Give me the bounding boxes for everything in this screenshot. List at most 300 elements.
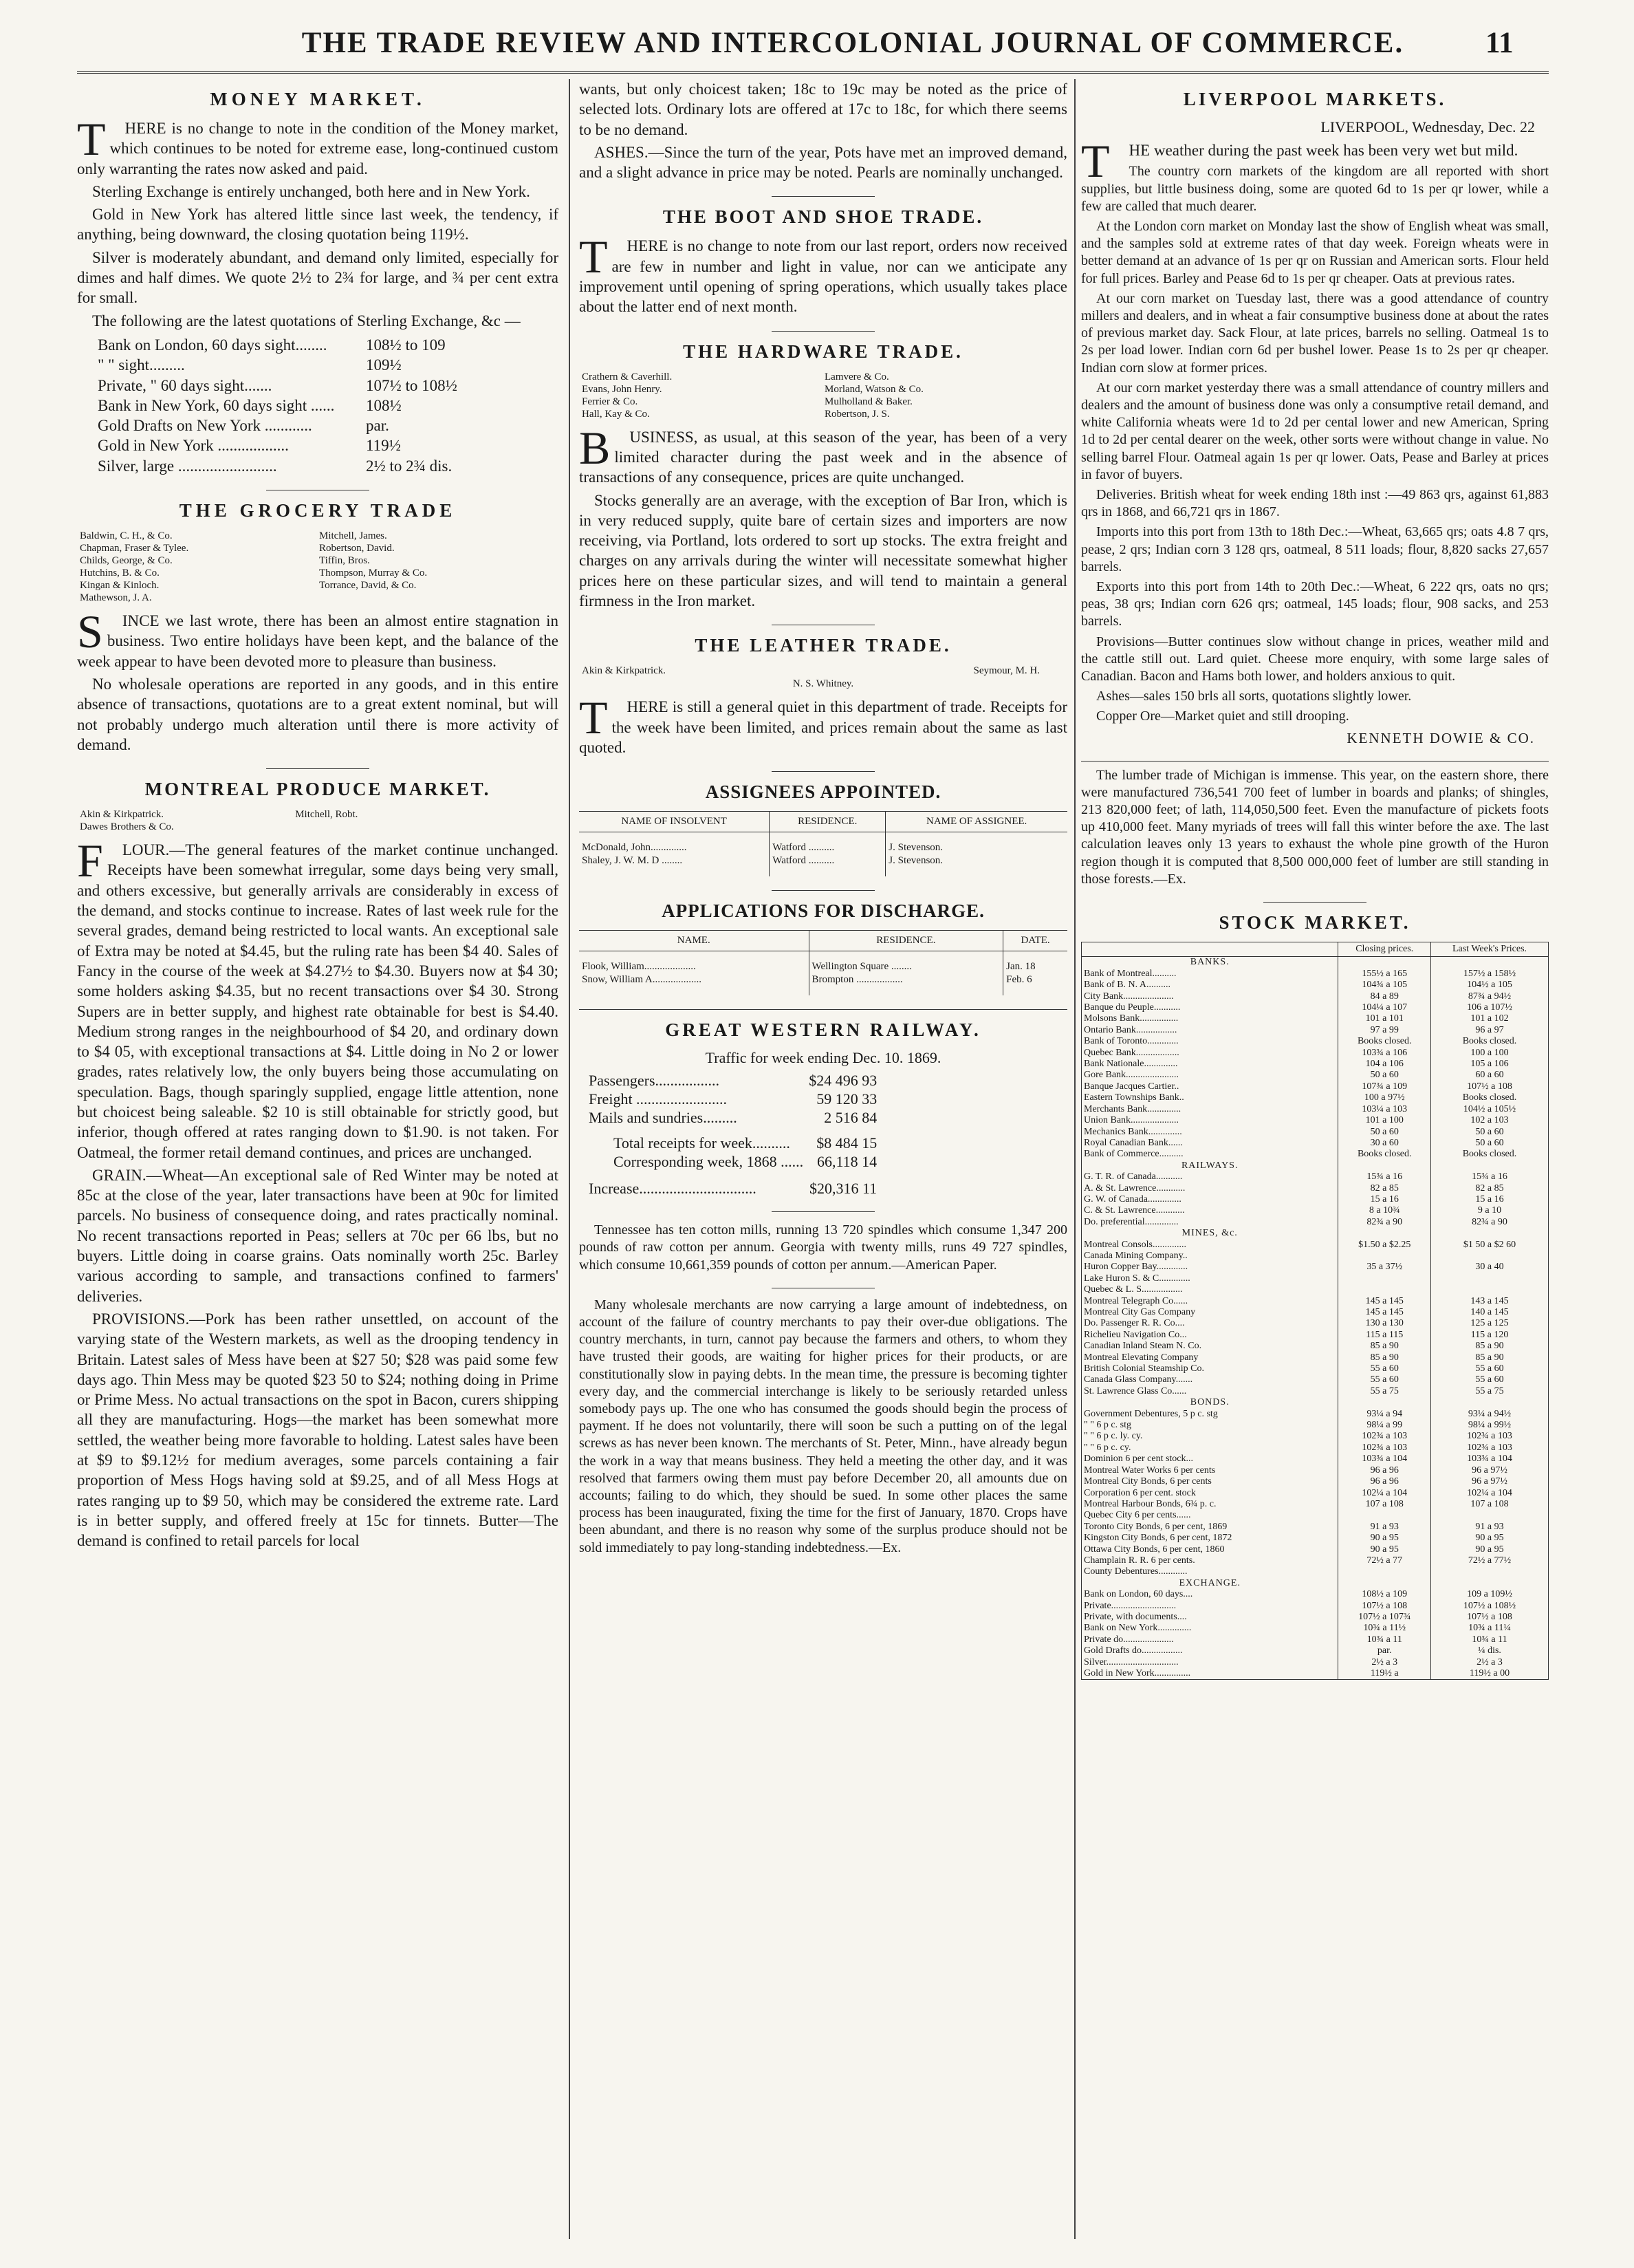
closing-price [1338, 1251, 1431, 1262]
section-heading: THE GROCERY TRADE [179, 500, 457, 521]
stock-row [1082, 1013, 1549, 1024]
firm-name: Robertson, J. S. [825, 408, 890, 420]
closing-price: 104¼ a 107 [1338, 1002, 1431, 1013]
closing-price: 107 a 108 [1338, 1499, 1431, 1510]
last-week-price: 119½ a 00 [1431, 1668, 1549, 1680]
paragraph: GRAIN.—Wheat—An exceptional sale of Red Winter may be noted at 85c at the close of the year, later transactions have been at 90c for limited parcels. No business of consequence doing, and rates practically nominal. No recent transactions reported in Peas; sellers at 70c per 66 lbs, but no buyers. Little doing in coarse grains. Oats nominally worth 25c. Barley various according to sample, and transactions confined to farmers' deliveries. [77, 1166, 558, 1305]
table-row [586, 1152, 880, 1171]
table-cell: Flook, William.................... [582, 961, 696, 973]
leather-section [579, 635, 1067, 757]
closing-price: 10¾ a 11 [1338, 1634, 1431, 1645]
closing-price: 55 a 60 [1338, 1363, 1431, 1374]
closing-price: 15 a 16 [1338, 1194, 1431, 1205]
stock-group-name: RAILWAYS. [1181, 1160, 1239, 1171]
stock-name: Eastern Townships Bank.. [1084, 1092, 1184, 1103]
section-heading: ASSIGNEES APPOINTED. [705, 781, 941, 803]
table-cell: Total receipts for week.......... [613, 1134, 790, 1152]
firm-name: Baldwin, C. H., & Co. [80, 530, 173, 542]
closing-price: 50 a 60 [1338, 1070, 1431, 1081]
stock-row [1082, 1386, 1549, 1397]
firm-name: Tiffin, Bros. [319, 555, 370, 567]
paragraph: No wholesale operations are reported in any goods, and in this entire absence of transactions, quotations are to a great extent nominal, but will not probably undergo much alteration until there is more activity of demand. [77, 675, 558, 753]
paragraph: THE weather during the past week has been very wet but mild. [1081, 135, 1518, 187]
stock-name: Montreal City Gas Company [1084, 1307, 1196, 1318]
closing-price: 55 a 75 [1338, 1386, 1431, 1397]
firm-list [80, 808, 558, 833]
column-divider [569, 79, 570, 2239]
closing-price: 108½ a 109 [1338, 1589, 1431, 1600]
last-week-price: 85 a 90 [1431, 1341, 1549, 1352]
stock-name: Montreal Harbour Bonds, 6¾ p. c. [1084, 1498, 1217, 1509]
firm-name: Mathewson, J. A. [80, 592, 152, 604]
closing-price: 50 a 60 [1338, 1127, 1431, 1138]
quote-label: Gold Drafts on New York ............ [98, 417, 312, 435]
stock-row [1082, 1476, 1549, 1487]
table-cell: Watford .......... [770, 854, 886, 876]
stock-name: Gold Drafts do................. [1084, 1645, 1183, 1656]
firm-name: Akin & Kirkpatrick. [582, 665, 666, 677]
paragraph: At the London corn market on Monday last the show of English wheat was small, and the samples sold at extreme rates of that day week. Foreign wheats were in better demand at an advance of 1s per qr on Russian and American sorts. Flour held for full prices. Barley and Pease 6d to 1s per qr cheaper. Oats at previous rates. [1081, 218, 1549, 286]
stock-row [1082, 1544, 1549, 1555]
table-cell: Mails and sundries......... [589, 1109, 737, 1127]
stock-name: Canada Mining Company.. [1084, 1250, 1188, 1261]
closing-price: 72½ a 77 [1338, 1555, 1431, 1566]
closing-price: 91 a 93 [1338, 1522, 1431, 1533]
stock-row [1082, 1601, 1549, 1612]
paragraph: THERE is still a general quiet in this department of trade. Receipts for the week have been limited, and prices remain about the same as last quoted. [579, 691, 1067, 756]
traffic-table [586, 1071, 880, 1198]
section-rule [772, 196, 875, 197]
stock-row [1082, 1318, 1549, 1329]
last-week-price: 96 a 97½ [1431, 1476, 1549, 1487]
stock-row [1082, 1284, 1549, 1295]
section-rule [1081, 761, 1549, 762]
table-row [586, 1071, 880, 1090]
section-rule [1263, 902, 1366, 903]
stock-row [1082, 1194, 1549, 1205]
quote-label: Bank in New York, 60 days sight ...... [98, 396, 335, 414]
stock-name: " " 6 p c. stg [1084, 1420, 1131, 1431]
discharge-table [579, 930, 1067, 995]
stock-name: G. W. of Canada.............. [1084, 1194, 1181, 1205]
stock-name: Banque du Peuple........... [1084, 1002, 1181, 1013]
last-week-price: 93¼ a 94½ [1431, 1409, 1549, 1420]
table-cell: Brompton .................. [809, 973, 1003, 995]
stock-name: Montreal Telegraph Co...... [1084, 1295, 1188, 1306]
stock-row [1082, 1149, 1549, 1160]
last-week-price: 2½ a 3 [1431, 1657, 1549, 1668]
paragraph: Ashes—sales 150 brls all sorts, quotations slightly lower. [1096, 689, 1412, 704]
last-week-price: 15¾ a 16 [1431, 1171, 1549, 1182]
stock-row [1082, 1127, 1549, 1138]
section-heading: THE BOOT AND SHOE TRADE. [662, 206, 984, 228]
stock-name: Private, with documents.... [1084, 1611, 1187, 1622]
money-market-section [77, 89, 558, 476]
paragraph: THERE is no change to note from our last report, orders now received are few in number and light in value, nor can we anticipate any improvement until opening of spring operations, which usually takes place about the latter end of next month. [579, 230, 1067, 316]
stock-row [1082, 1668, 1549, 1680]
closing-price: 96 a 96 [1338, 1476, 1431, 1487]
closing-price: 84 a 89 [1338, 991, 1431, 1002]
stock-group-row [1082, 957, 1549, 969]
stock-row [1082, 1036, 1549, 1047]
closing-price: 101 a 101 [1338, 1013, 1431, 1024]
grocery-trade-section [77, 500, 558, 755]
firm-name: Ferrier & Co. [582, 396, 638, 407]
paragraph: At our corn market yesterday there was a small attendance of country millers and dealers and the amount of business done was only a consumptive retail demand, and white California wheats were 1d to 2d per cental lower and new American, Spring 1d to 2d per cental dearer on the week, other sorts were without change in value. No selling barrel Flour. Oatmeal again 1s per qr lower. Oats, Pease and Barley at prices in favor of buyers. [1081, 380, 1549, 482]
firm-name: Kingan & Kinloch. [80, 580, 160, 592]
last-week-price: 103¾ a 104 [1431, 1454, 1549, 1465]
paragraph: FLOUR.—The general features of the market continue unchanged. Receipts have been somewhat irregular, some days being very small, and others excessive, but generally arrivals are considerably in excess of the demand, and stocks continue to increase. Rates of last week rule for the several grades, demand being restricted to local wants. An exceptional sale of Extra may be noted at $4.45, but the ruling rate has been $4 40. Sales of Fancy in the course of the week at $4.27½ to $4.30. Buyers now at $4 30; some holders asking $4.35, but no recent transactions over $4 30. Strong Supers are in better supply, and highest rate obtainable for best is $4.40. Medium strong ranges in the neighbourhood of $4 20, and ordinary down to $4 05, with exceptional transactions at $4. Little doing in No 2 or lower grades, rates relatively low, the only buyers being those accumulating on speculation. Bags, though sparingly supplied, engage little attention, none but choicest being saleable. $2 10 is still obtainable for strictly good, but inferior, though offered at rates ranging down to $1.90. is not taken. For Oatmeal, the former retail demand continues, and prices are unchanged. [77, 834, 558, 1161]
stock-row [1082, 1589, 1549, 1600]
stock-name: G. T. R. of Canada........... [1084, 1171, 1183, 1182]
paragraph: wants, but only choicest taken; 18c to 19c may be noted as the price of selected lots. Ordinary lots are offered at 17c to 18c, for which there seems to be no demand. [579, 80, 1067, 138]
last-week-price: 102¾ a 103 [1431, 1443, 1549, 1454]
column-header: NAME. [579, 931, 809, 951]
page-number: 11 [1485, 27, 1514, 59]
paragraph: Provisions—Butter continues slow without change in prices, weather mild and the cattle still out. Lard quiet. Cheese more enquiry, with some large sales of Canadian. Bacon and Hams both lower, and holders anxious to quit. [1081, 634, 1549, 684]
firm-name: Morland, Watson & Co. [825, 383, 924, 395]
stock-market-section [1081, 912, 1549, 1680]
quote-value: 108½ [366, 396, 402, 414]
signature: KENNETH DOWIE & CO. [1347, 729, 1535, 746]
table-cell: $20,316 11 [809, 1180, 878, 1198]
last-week-price: 82 a 85 [1431, 1183, 1549, 1194]
last-week-price: 98¼ a 99½ [1431, 1420, 1549, 1431]
table-cell: Increase............................... [589, 1180, 756, 1198]
stock-row [1082, 1465, 1549, 1476]
stock-name: Bank on New York.............. [1084, 1623, 1192, 1634]
last-week-price: 102¾ a 103 [1431, 1431, 1549, 1442]
closing-price: 82 a 85 [1338, 1183, 1431, 1194]
stock-row [1082, 1657, 1549, 1668]
closing-price: 100 a 97½ [1338, 1092, 1431, 1103]
section-rule [266, 768, 369, 769]
closing-price [1338, 1510, 1431, 1521]
last-week-price: 107½ a 108½ [1431, 1601, 1549, 1612]
stock-name: County Debentures............ [1084, 1566, 1188, 1577]
last-week-price: 55 a 75 [1431, 1386, 1549, 1397]
section-heading: APPLICATIONS FOR DISCHARGE. [662, 900, 985, 922]
assignees-section [579, 781, 1067, 876]
stock-name: Gold in New York............... [1084, 1668, 1191, 1679]
firm-name: Robertson, David. [319, 543, 395, 554]
closing-price: 97 a 99 [1338, 1025, 1431, 1036]
table-cell: McDonald, John.............. [582, 842, 687, 854]
stock-name: Quebec & L. S................. [1084, 1284, 1183, 1295]
stock-name: Ottawa City Bonds, 6 per cent, 1860 [1084, 1544, 1225, 1555]
stock-row [1082, 1025, 1549, 1036]
closing-price [1338, 1273, 1431, 1284]
table-cell: 66,118 14 [817, 1153, 878, 1171]
closing-price: 102¾ a 103 [1338, 1431, 1431, 1442]
liverpool-section [1081, 89, 1549, 747]
paragraph: The lumber trade of Michigan is immense. This year, on the eastern shore, there were manufactured 736,541 700 feet of lumber in boards and planks; of shingles, 213 820,000 feet; of lath, 114,050,500 feet. Even the manufacture of pickets foots up 410,000 feet. Many myriads of trees will fall this winter before the axe. The last calculation leaves only 13 years to exhaust the whole pine growth of the Huron region though it is computed that 8,500 000,000 feet of lumber are still standing in those forests.—Ex. [1081, 767, 1549, 887]
last-week-price: 96 a 97½ [1431, 1465, 1549, 1476]
closing-price: Books closed. [1338, 1149, 1431, 1160]
stock-name: Ontario Bank................. [1084, 1024, 1177, 1035]
table-cell: Corresponding week, 1868 ...... [613, 1153, 804, 1171]
closing-price: Books closed. [1338, 1036, 1431, 1047]
quote-value: 2½ to 2¾ dis. [366, 457, 453, 475]
last-week-price: $1 50 a $2 60 [1431, 1240, 1549, 1251]
firm-name: Hutchins, B. & Co. [80, 568, 160, 579]
stock-row [1082, 1566, 1549, 1577]
firm-list [80, 530, 558, 604]
stock-name: Molsons Bank................ [1084, 1013, 1179, 1024]
stock-name: Champlain R. R. 6 per cents. [1084, 1555, 1195, 1566]
column-left [77, 79, 558, 2239]
last-week-price: Books closed. [1431, 1092, 1549, 1103]
quote-value: par. [366, 417, 389, 435]
paragraph: Exports into this port from 14th to 20th Dec.:—Wheat, 6 222 qrs, oats no qrs; peas, 38 qrs; Indian corn 626 qrs; oatmeal, 145 loads; flour, 908 sacks, and 253 barrels. [1081, 579, 1549, 629]
table-cell: Jan. 18 [1003, 951, 1067, 974]
paragraph: The country corn markets of the kingdom are all reported with short supplies, but little business doing, some are quoted 6d to 1s per qr lower, while a few are called that much dearer. [1081, 164, 1549, 214]
stock-row [1082, 1374, 1549, 1385]
last-week-price: 60 a 60 [1431, 1070, 1549, 1081]
closing-price [1338, 1566, 1431, 1577]
closing-price: 93¼ a 94 [1338, 1409, 1431, 1420]
last-week-price: 96 a 97 [1431, 1025, 1549, 1036]
closing-price: 90 a 95 [1338, 1533, 1431, 1544]
column-header: DATE. [1003, 931, 1067, 951]
stock-row [1082, 1171, 1549, 1182]
last-week-price: 104½ a 105½ [1431, 1104, 1549, 1115]
paragraph: At our corn market on Tuesday last, there was a good attendance of country millers and dealers, and in wheat a fair consumptive business done at about the rates of previous market day. Sack Flour, at late prices, barrels no selling. Oatmeal 1s to 2s per load lower. Indian corn 6d per bushel lower. Pease 1s to 2s per qr cheaper. Indian corn slow at former prices. [1081, 290, 1549, 376]
stock-name: Silver.............................. [1084, 1656, 1179, 1667]
stock-table-body [1082, 957, 1549, 1680]
table-row [579, 951, 1067, 974]
last-week-price: 90 a 95 [1431, 1533, 1549, 1544]
section-heading: MONTREAL PRODUCE MARKET. [144, 779, 491, 800]
table-cell: Feb. 6 [1003, 973, 1067, 995]
stock-name: Bank of Montreal.......... [1084, 968, 1177, 979]
stock-table [1081, 942, 1549, 1680]
section-heading: LIVERPOOL MARKETS. [1183, 89, 1447, 109]
stock-row [1082, 1499, 1549, 1510]
paragraph: BUSINESS, as usual, at this season of the year, has been of a very limited character during the past week and in the absence of transactions of any consequence, prices are quite unchanged. [579, 421, 1067, 486]
stock-name: Corporation 6 per cent. stock [1084, 1487, 1196, 1498]
last-week-price: 10¾ a 11¼ [1431, 1623, 1549, 1634]
closing-price: 101 a 100 [1338, 1115, 1431, 1126]
last-week-price: 107 a 108 [1431, 1499, 1549, 1510]
table-cell: J. Stevenson. [886, 832, 1067, 855]
stock-row [1082, 1092, 1549, 1103]
stock-name: Huron Copper Bay............. [1084, 1262, 1188, 1273]
table-row [586, 1171, 880, 1198]
railway-section [579, 1019, 1067, 1198]
stock-row [1082, 1420, 1549, 1431]
section-heading: THE HARDWARE TRADE. [683, 341, 963, 362]
table-cell: $24 496 93 [809, 1072, 878, 1090]
stock-name: Dominion 6 per cent stock... [1084, 1454, 1194, 1465]
paragraph: Imports into this port from 13th to 18th Dec.:—Wheat, 63,665 qrs; oats 4.8 7 qrs, pease, 2 qrs; Indian corn 3 128 qrs, oatmeal, 8 511 loads; flour, 8,820 sacks 27,657 barrels. [1081, 524, 1549, 574]
stock-name: C. & St. Lawrence............ [1084, 1205, 1185, 1216]
column-header: NAME OF INSOLVENT [579, 812, 770, 832]
section-rule [772, 1211, 875, 1212]
hardware-section [579, 341, 1067, 612]
column-middle [579, 79, 1067, 2239]
paragraph: Many wholesale merchants are now carrying a large amount of indebtedness, on account of the failure of country merchants to pay their over-due obligations. The country merchants, in turn, cannot pay because the farmers and others, to whom they have trusted their goods, are waiting for higher prices for their products, or are constitutionally slow in paying debts. In the mean time, the pressure is becoming tighter every day, and the commercial interchange is likely to be seriously retarded unless somebody pays up. The one who has consumed the goods should begin the process of payment. If he does not voluntarily, there will soon be such a putting on of the legal screws as has never been known. The merchants of St. Peter, Minn., have already begun the work in a way that means business. They held a meeting the other day, and it was resolved that farmers owing them must pay before December 20, all amounts due on accounts; failing to do which, they should be sued. In some other places the same process has been inaugurated, fixing the time for the first of January, 1870. Crops have been abundant, and there is no reason why some of the surplus produce should not be sold immediately to pay long-standing indebtedness.—Ex. [579, 1297, 1067, 1555]
last-week-price: 100 a 100 [1431, 1048, 1549, 1059]
closing-price: 119½ a [1338, 1668, 1431, 1680]
paragraph: THERE is no change to note in the condition of the Money market, which continues to be noted for extreme ease, long-continued custom only warranting the rates now asked and paid. [77, 113, 558, 177]
last-week-price: 107½ a 108 [1431, 1081, 1549, 1092]
closing-price: 15¾ a 16 [1338, 1171, 1431, 1182]
column-header: RESIDENCE. [809, 931, 1003, 951]
stock-row [1082, 1240, 1549, 1251]
closing-price: 55 a 60 [1338, 1374, 1431, 1385]
firm-name: Chapman, Fraser & Tylee. [80, 543, 189, 554]
last-week-price: 87¾ a 94½ [1431, 991, 1549, 1002]
stock-name: Bank of B. N. A.......... [1084, 980, 1170, 991]
last-week-price: 140 a 145 [1431, 1307, 1549, 1318]
section-rule [772, 331, 875, 332]
closing-price: 107½ a 108 [1338, 1601, 1431, 1612]
stock-name: Quebec Bank.................. [1084, 1047, 1179, 1058]
quote-label: Gold in New York .................. [98, 437, 289, 455]
table-cell: Freight ........................ [589, 1090, 728, 1108]
table-cell: 59 120 33 [816, 1090, 878, 1108]
last-week-price: 50 a 60 [1431, 1138, 1549, 1149]
closing-price: 98¼ a 99 [1338, 1420, 1431, 1431]
stock-group-name: MINES, &c. [1181, 1228, 1238, 1239]
quote-value: 107½ to 108½ [366, 376, 457, 394]
stock-row [1082, 1048, 1549, 1059]
stock-row [1082, 1645, 1549, 1656]
last-week-price: 30 a 40 [1431, 1262, 1549, 1273]
closing-price: 2½ a 3 [1338, 1657, 1431, 1668]
stock-name: Kingston City Bonds, 6 per cent, 1872 [1084, 1533, 1232, 1544]
last-week-price: 125 a 125 [1431, 1318, 1549, 1329]
stock-row [1082, 1217, 1549, 1228]
firm-name: Seymour, M. H. [973, 665, 1040, 677]
stock-group-row [1082, 1578, 1549, 1589]
closing-price: 145 a 145 [1338, 1296, 1431, 1307]
last-week-price: 15 a 16 [1431, 1194, 1549, 1205]
last-week-price: 115 a 120 [1431, 1330, 1549, 1341]
stock-row [1082, 1409, 1549, 1420]
firm-name: Crathern & Caverhill. [582, 371, 673, 382]
firm-name: Hall, Kay & Co. [582, 408, 650, 420]
table-cell: J. Stevenson. [886, 854, 1067, 876]
firm-name: Akin & Kirkpatrick. [80, 809, 164, 821]
quote-value: 119½ [366, 437, 401, 455]
firm-name: Mulholland & Baker. [825, 396, 913, 407]
stock-name: A. & St. Lawrence............ [1084, 1182, 1186, 1194]
section-heading: MONEY MARKET. [210, 89, 426, 109]
stock-row [1082, 1273, 1549, 1284]
closing-price: 8 a 10¾ [1338, 1205, 1431, 1216]
stock-name: Canadian Inland Steam N. Co. [1084, 1341, 1202, 1352]
stock-name: Merchants Bank.............. [1084, 1103, 1181, 1114]
closing-price: 104 a 106 [1338, 1059, 1431, 1070]
stock-name: Montreal Consols.............. [1084, 1239, 1186, 1250]
closing-price: 145 a 145 [1338, 1307, 1431, 1318]
last-week-price: Books closed. [1431, 1036, 1549, 1047]
closing-price: 103¾ a 106 [1338, 1048, 1431, 1059]
stock-row [1082, 1341, 1549, 1352]
stock-name: Private do..................... [1084, 1634, 1174, 1645]
column-header: Closing prices. [1338, 942, 1431, 957]
stock-row [1082, 1623, 1549, 1634]
last-week-price [1431, 1510, 1549, 1521]
closing-price: 35 a 37½ [1338, 1262, 1431, 1273]
stock-group-name: BANKS. [1190, 957, 1230, 968]
boot-shoe-section [579, 206, 1067, 316]
closing-price: $1.50 a $2.25 [1338, 1240, 1431, 1251]
closing-price: 30 a 60 [1338, 1138, 1431, 1149]
last-week-price [1431, 1251, 1549, 1262]
masthead-title: THE TRADE REVIEW AND INTERCOLONIAL JOURNAL OF COMMERCE. [301, 27, 1404, 59]
stock-group-name: EXCHANGE. [1179, 1577, 1241, 1588]
firm-name: N. S. Whitney. [792, 678, 854, 690]
stock-name: Do. preferential.............. [1084, 1216, 1179, 1227]
last-week-price: 102¼ a 104 [1431, 1488, 1549, 1499]
closing-price: 102¾ a 103 [1338, 1443, 1431, 1454]
paragraph: Sterling Exchange is entirely unchanged, both here and in New York. [92, 182, 530, 200]
paragraph: PROVISIONS.—Pork has been rather unsettled, on account of the varying state of the Western markets, as well as the drooping tendency in Britain. Latest sales of Mess have been at $27 50; $28 was paid some few days ago. Thin Mess may be quoted $23 50 to $24; nothing doing in Prime or Prime Mess. No actual transactions on the spot in Bacon, curers shipping all they are manufacturing. Hogs—the market has been somewhat more settled, the weather being more favorable to holding. Latest sales have been at $9 to $9.12½ for medium averages, some parcels containing a fair proportion of Mess Hogs having sold at $9.25, and of all Mess Hogs at rates ranging up to $9 50, which may be considered the extreme rate. Lard is in better supply, and offered freely at 15c for tinnets. Butter—The demand is confined to retail parcels for local [77, 1310, 558, 1550]
closing-price: 103¼ a 103 [1338, 1104, 1431, 1115]
paragraph: Copper Ore—Market quiet and still drooping. [1096, 709, 1349, 724]
firm-name: Thompson, Murray & Co. [319, 568, 428, 579]
stock-row [1082, 1443, 1549, 1454]
paragraph: Tennessee has ten cotton mills, running 13 720 spindles which consume 1,347 200 pounds of raw cotton per annum. Georgia with twenty mills, runs 49 727 spindles, which consume 10,661,359 pounds of cotton per annum.—American Paper. [579, 1222, 1067, 1273]
stock-name: Mechanics Bank.............. [1084, 1126, 1182, 1137]
last-week-price: 55 a 60 [1431, 1374, 1549, 1385]
stock-name: Montreal Elevating Company [1084, 1352, 1199, 1363]
closing-price: 104¾ a 105 [1338, 980, 1431, 991]
stock-row [1082, 1510, 1549, 1521]
table-row [579, 973, 1067, 995]
last-week-price: 157½ a 158½ [1431, 969, 1549, 980]
firm-name: Mitchell, Robt. [295, 809, 358, 821]
quote-row [98, 456, 558, 476]
last-week-price: 101 a 102 [1431, 1013, 1549, 1024]
stock-name: Government Debentures, 5 p c. stg [1084, 1408, 1218, 1419]
stock-group-name: BONDS. [1190, 1397, 1230, 1408]
closing-price: 85 a 90 [1338, 1352, 1431, 1363]
closing-price [1338, 1284, 1431, 1295]
stock-name: Bank on London, 60 days.... [1084, 1589, 1193, 1600]
stock-row [1082, 980, 1549, 991]
firm-list [582, 371, 1067, 420]
stock-name: Bank of Toronto............. [1084, 1036, 1179, 1047]
stock-name: Canada Glass Company....... [1084, 1374, 1193, 1385]
last-week-price: 107½ a 108 [1431, 1612, 1549, 1623]
closing-price: 85 a 90 [1338, 1341, 1431, 1352]
table-cell: Wellington Square ........ [809, 951, 1003, 974]
assignees-table [579, 811, 1067, 876]
stock-name: Gore Bank...................... [1084, 1070, 1179, 1081]
section-rule [772, 771, 875, 772]
column-header: Last Week's Prices. [1431, 942, 1549, 957]
firm-name: Evans, John Henry. [582, 383, 662, 395]
stock-row [1082, 1070, 1549, 1081]
firm-list [582, 665, 1067, 677]
column-right [1081, 79, 1549, 2239]
firm-name: Dawes Brothers & Co. [80, 821, 174, 833]
last-week-price: 143 a 145 [1431, 1296, 1549, 1307]
last-week-price: 102 a 103 [1431, 1115, 1549, 1126]
paragraph: ASHES.—Since the turn of the year, Pots have met an improved demand, and a slight advance in price may be noted. Pearls are nominally unchanged. [579, 143, 1067, 182]
closing-price: 107¾ a 109 [1338, 1081, 1431, 1092]
quote-value: 108½ to 109 [366, 336, 446, 354]
table-row [586, 1108, 880, 1127]
stock-row [1082, 1488, 1549, 1499]
last-week-price: 106 a 107½ [1431, 1002, 1549, 1013]
quote-row [98, 376, 558, 396]
last-week-price [1431, 1284, 1549, 1295]
